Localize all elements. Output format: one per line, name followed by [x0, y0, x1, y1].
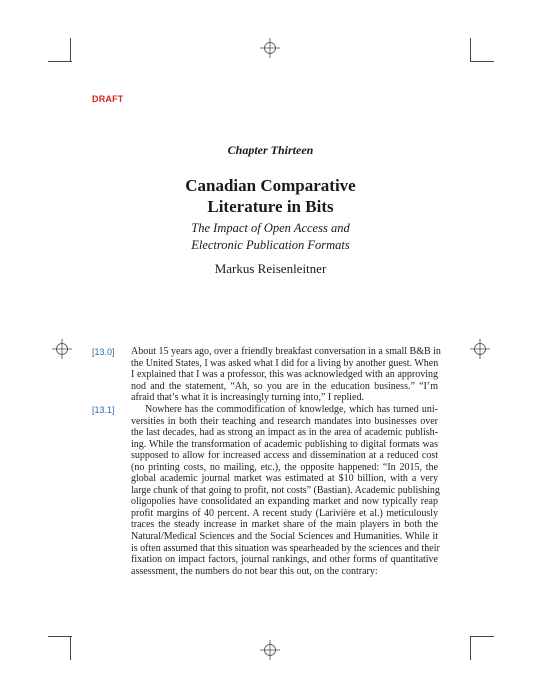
- registration-mark-bottom-icon: [260, 640, 280, 660]
- paragraph-number: [13.1]: [92, 405, 115, 415]
- paragraph-line: oligopolies have consolidated an expanding market and now typically reap: [131, 496, 438, 508]
- paragraph-line: About 15 years ago, over a friendly breakfast conversation in a small B&B in: [131, 346, 441, 357]
- paragraph: [131, 404, 438, 577]
- paragraph-line: Natural/Medical Sciences and the Social Sciences and Humanities. While it: [131, 531, 438, 543]
- paragraph-line: nod and the statement, “Ah, so you are in the education business.” “I’m: [131, 380, 438, 392]
- paragraph-line: afraid that’s what it is increasingly turning into,” I replied.: [131, 392, 364, 404]
- crop-mark-bottom-right-vertical: [470, 636, 471, 660]
- chapter-subtitle-line: The Impact of Open Access and: [191, 221, 350, 235]
- chapter-subtitle-line: Electronic Publication Formats: [191, 238, 350, 252]
- registration-mark-right-icon: [470, 339, 490, 359]
- crop-mark-bottom-left-vertical: [70, 636, 71, 660]
- paragraph-line: traces the steady increase in market share of the main players in both the: [131, 519, 438, 531]
- chapter-title-line: Literature in Bits: [207, 197, 334, 216]
- paragraph-line: Nowhere has the commodification of knowledge, which has turned uni-: [145, 404, 438, 415]
- paragraph-line: global academic journal market was estimated at $10 billion, with a very: [131, 473, 438, 485]
- paragraph-line: fixation on impact factors, journal rankings, and other forms of quantitative: [131, 554, 438, 566]
- paragraph-line: large chunk of that going to profit, not costs” (Bastian). Academic publishing: [131, 484, 440, 496]
- paragraph-number: [13.0]: [92, 347, 115, 357]
- crop-mark-top-right-vertical: [470, 38, 471, 62]
- paragraph-line: profit margins of 40 percent. A recent study (Larivière et al.) meticulously: [131, 507, 438, 519]
- draft-label: DRAFT: [92, 94, 124, 104]
- paragraph-line: the last decades, had as strong an impact as in the area of academic publish-: [131, 427, 438, 439]
- crop-mark-bottom-left-horizontal: [48, 636, 72, 637]
- paragraph-line: is often assumed that this situation was spearheaded by the sciences and their: [131, 542, 440, 554]
- paragraph-line: (no printing costs, no mailing, etc.), the opposite happened: “In 2015, the: [131, 461, 438, 473]
- author-name: Markus Reisenleitner: [214, 261, 327, 276]
- paragraph: [131, 346, 441, 404]
- crop-mark-bottom-right-horizontal: [470, 636, 494, 637]
- crop-mark-top-left-horizontal: [48, 61, 72, 62]
- paragraph-line: I explained that I was a professor, this was acknowledged with an approving: [131, 369, 438, 381]
- chapter-label: Chapter Thirteen: [227, 143, 314, 157]
- crop-mark-top-left-vertical: [70, 38, 71, 62]
- registration-mark-top-icon: [260, 38, 280, 58]
- paragraph-line: versities in both their teaching and research mandates into businesses over: [131, 415, 438, 427]
- chapter-subtitle: [0, 220, 541, 254]
- paragraph-line: ing. While the transformation of academic publishing to digital formats was: [131, 438, 438, 450]
- paragraph-line: supposed to allow for increased access and dissemination at a reduced cost: [131, 450, 438, 462]
- paragraph-line: assessment, the numbers do not bear this out, on the contrary:: [131, 565, 378, 577]
- chapter-title: [0, 175, 541, 217]
- chapter-title-line: Canadian Comparative: [185, 176, 356, 195]
- paragraph-line: the United States, I was asked what I did for a living by another guest. When: [131, 357, 439, 369]
- registration-mark-left-icon: [52, 339, 72, 359]
- crop-mark-top-right-horizontal: [470, 61, 494, 62]
